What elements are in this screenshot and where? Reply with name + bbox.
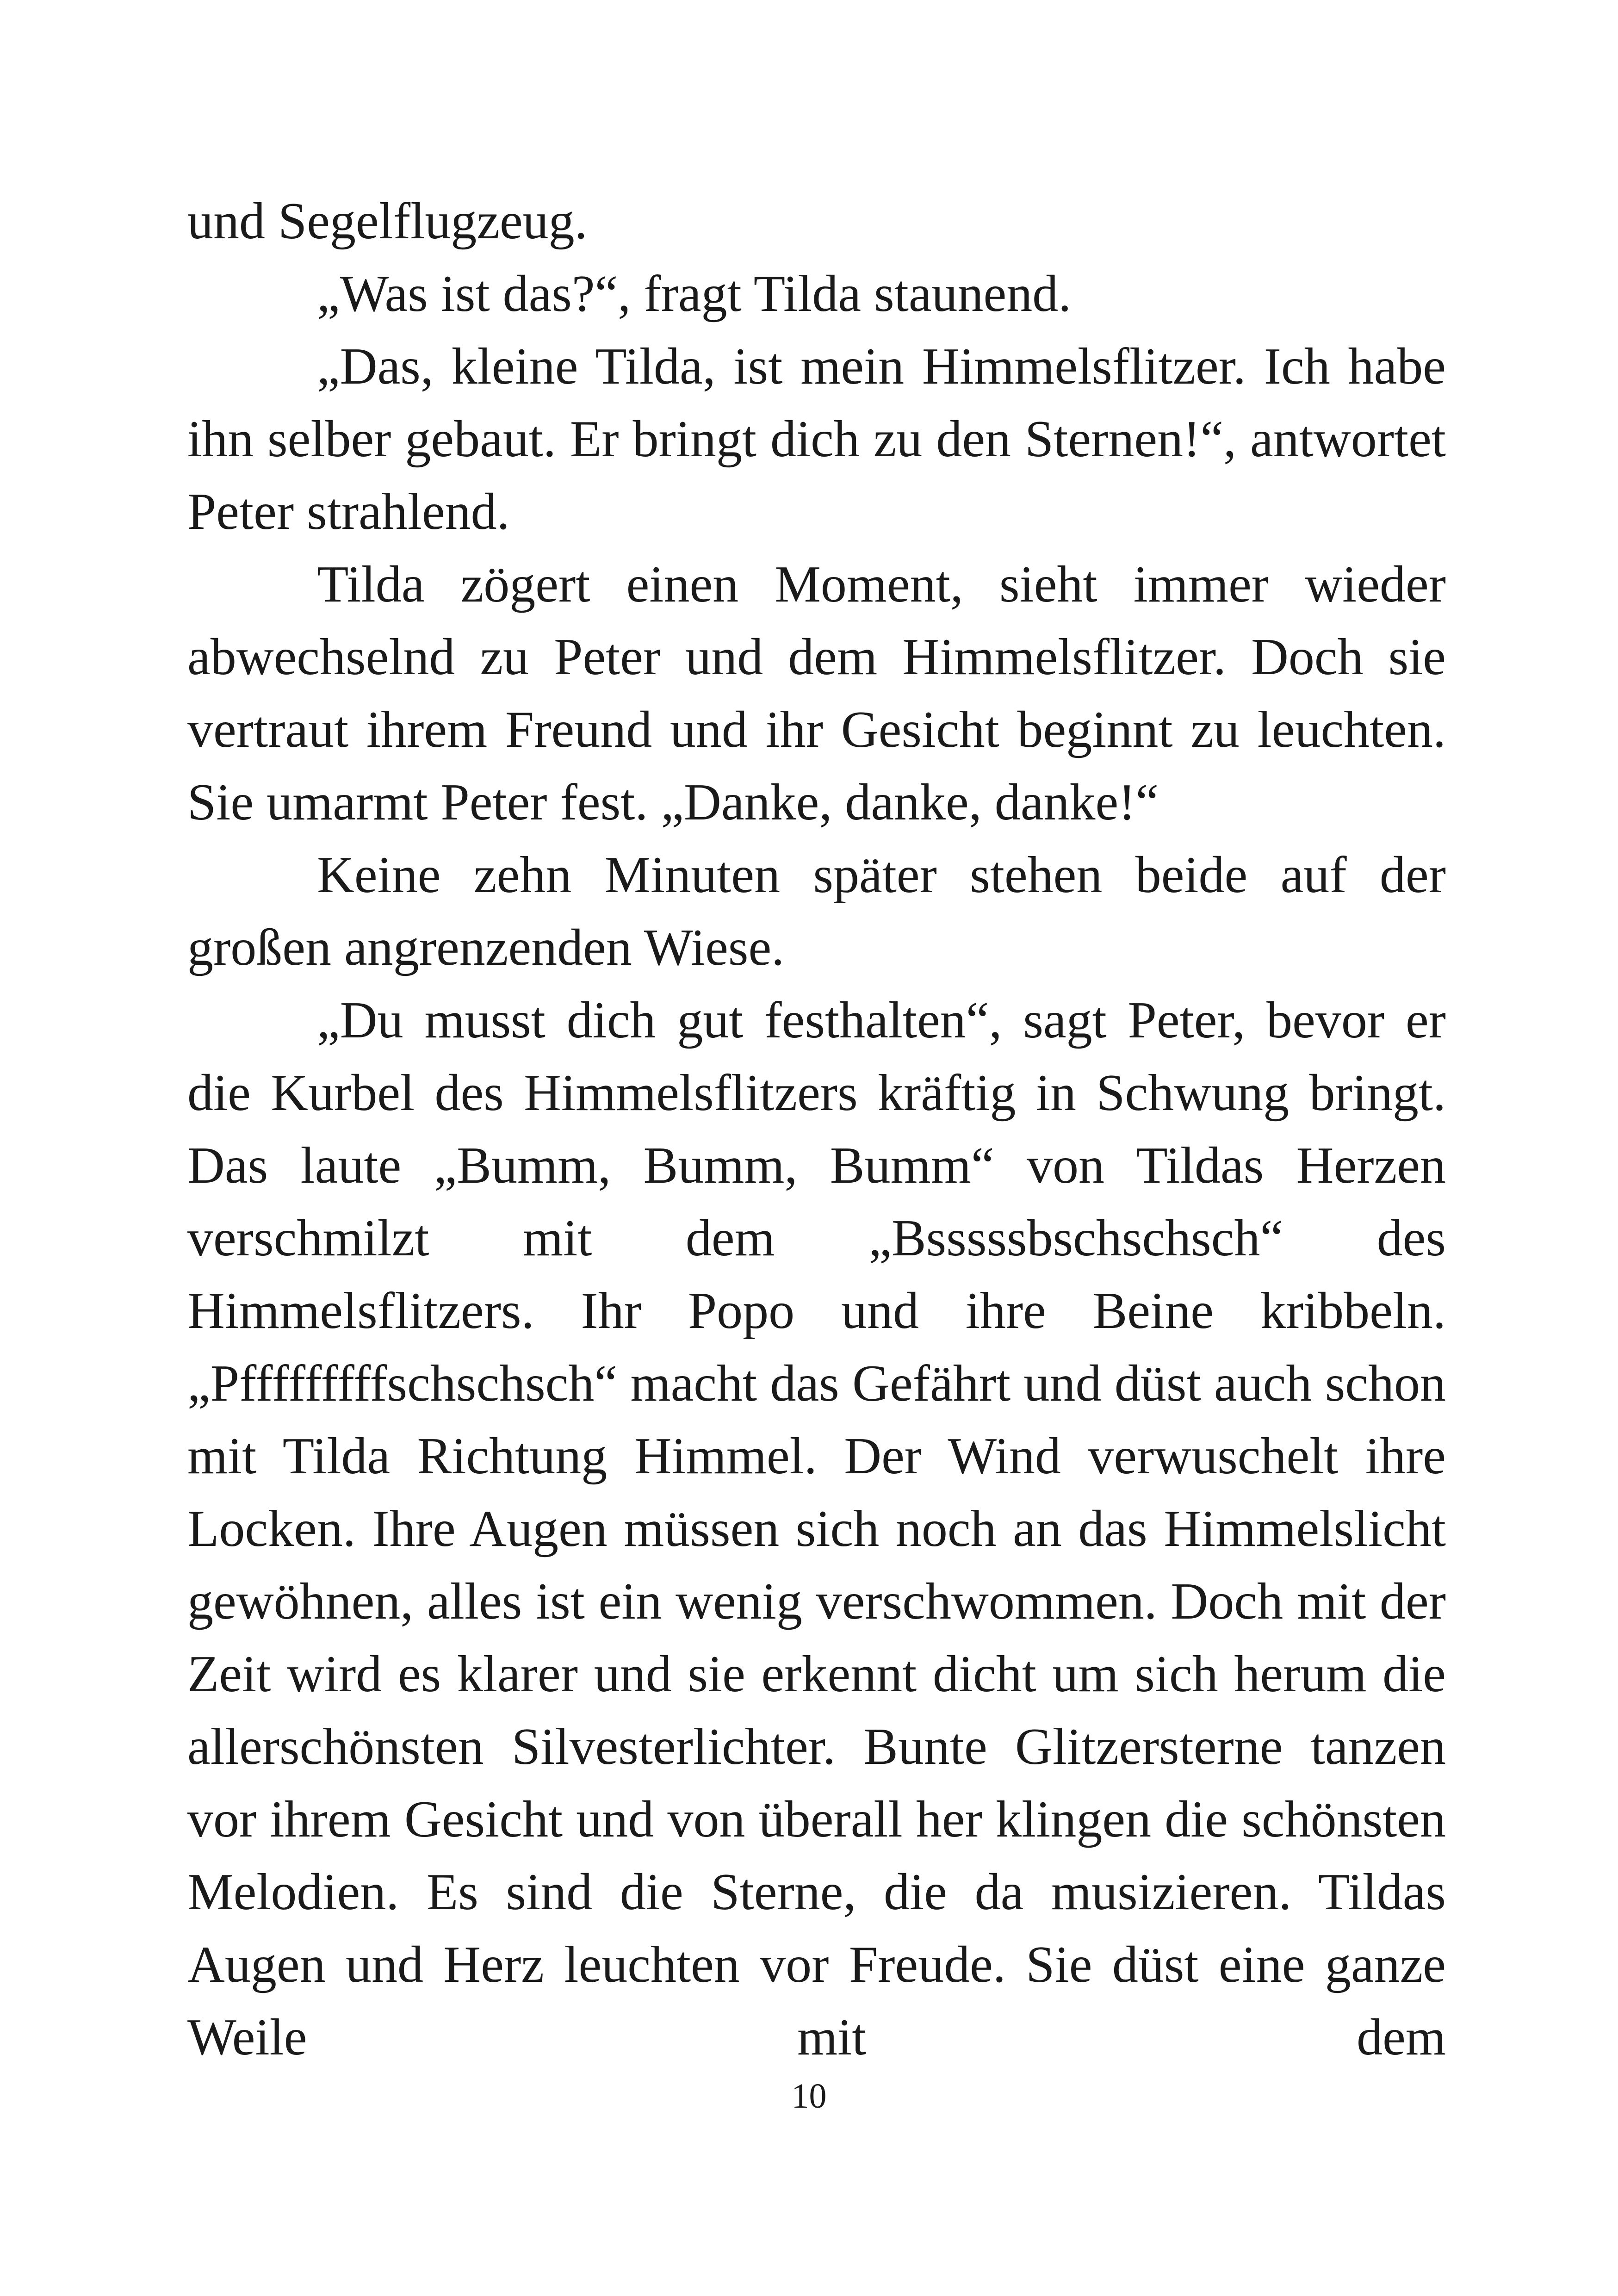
paragraph: Keine zehn Minuten später stehen beide auf der großen angrenzenden Wiese.	[187, 846, 1446, 976]
paragraph: Tilda zögert einen Moment, sieht immer wieder abwechselnd zu Peter und dem Himmelsflitzer. Doch sie vertraut ihrem Freund und ihr Gesicht beginnt zu leuchten. Sie umarmt Peter fest. „Danke, danke, danke!“	[187, 556, 1446, 831]
page-number: 10	[791, 2077, 827, 2116]
paragraph-continuation: und Segelflugzeug.	[187, 192, 588, 250]
paragraph: „Du musst dich gut festhalten“, sagt Peter, bevor er die Kurbel des Himmelsflitzers kräftig in Schwung bringt. Das laute „Bumm, Bumm, Bumm“ von Tildas Herzen verschmilzt mit dem „Bsssssbschschsch“ des Himmelsflitzers. Ihr Popo und ihre Beine kribbeln. „Pfffffffffschschsch“ macht das Gefährt und düst auch schon mit Tilda Richtung Himmel. Der Wind verwuschelt ihre Locken. Ihre Augen müssen sich noch an das Himmelslicht gewöhnen, alles ist ein wenig verschwommen. Doch mit der Zeit wird es klarer und sie erkennt dicht um sich herum die allerschönsten Silvesterlichter. Bunte Glitzersterne tanzen vor ihrem Gesicht und von überall her klingen die schönsten Melodien. Es sind die Sterne, die da musizieren. Tildas Augen und Herz leuchten vor Freude. Sie düst eine ganze Weile mit dem	[187, 992, 1446, 2066]
paragraph: „Das, kleine Tilda, ist mein Himmelsflitzer. Ich habe ihn selber gebaut. Er bringt dich zu den Sternen!“, antwortet Peter strahlend.	[187, 338, 1446, 540]
paragraph: „Was ist das?“, fragt Tilda staunend.	[317, 265, 1072, 323]
body-text	[187, 185, 1446, 2074]
